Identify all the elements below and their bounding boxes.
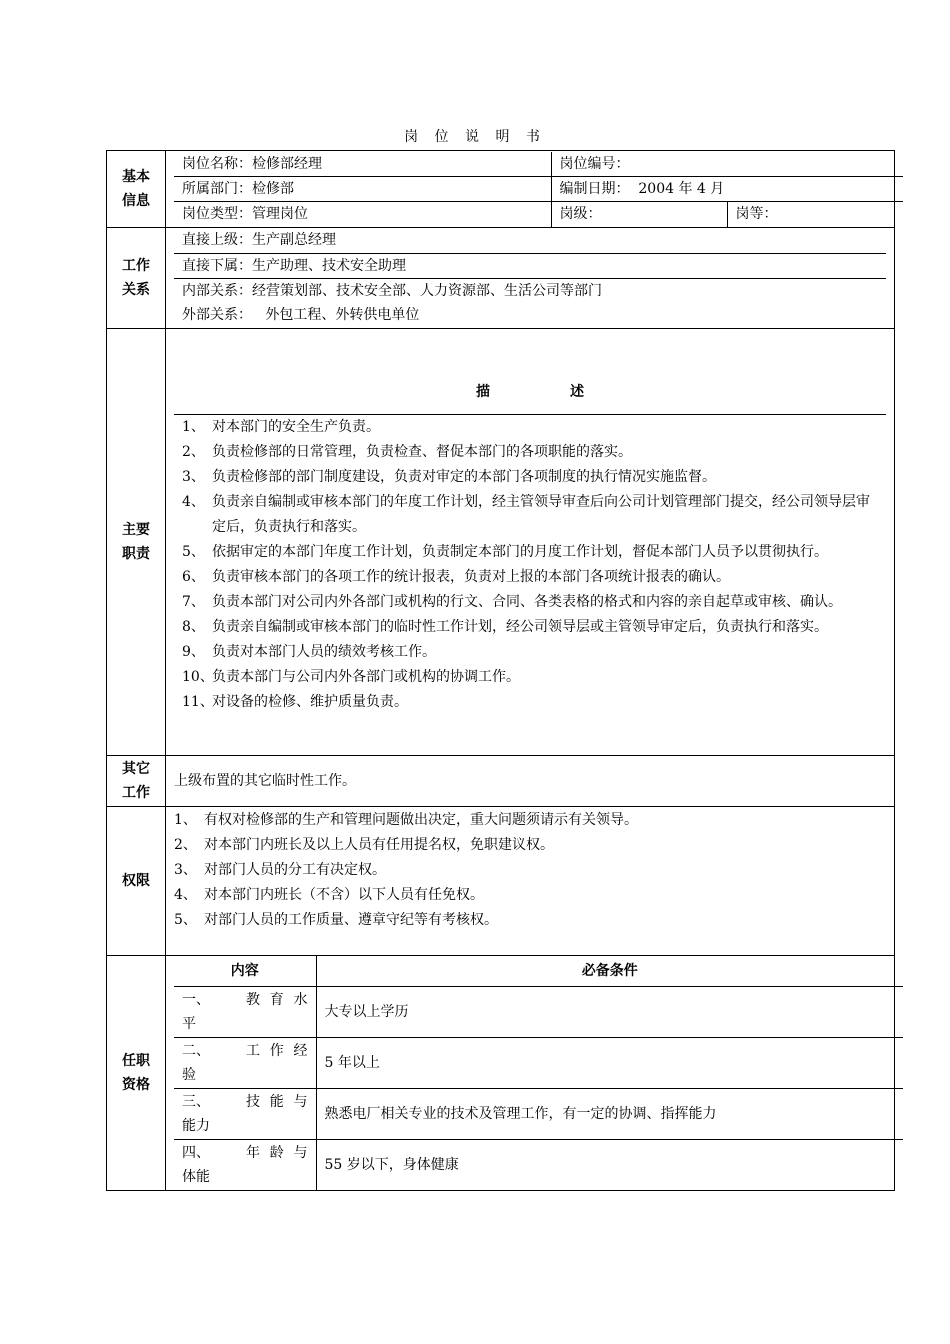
internal-relations: 内部关系：经营策划部、技术安全部、人力资源部、生活公司等部门: [182, 283, 602, 300]
authority-label: 权限: [107, 807, 166, 956]
basic-info-section: [107, 151, 895, 228]
position-level: 岗级：: [551, 202, 727, 227]
list-item: 6、 负责审核本部门的各项工作的统计报表，负责对上报的本部门各项统计报表的确认。: [182, 568, 730, 585]
list-item: 9、 负责对本部门人员的绩效考核工作。: [182, 643, 436, 660]
list-item: 8、 负责亲自编制或审核本部门的临时性工作计划，经公司领导层或主管领导审定后，负责执行和落实。: [182, 618, 828, 635]
list-item: 5、 依据审定的本部门年度工作计划，负责制定本部门的月度工作计划，督促本部门人员予以贯彻执行。: [182, 543, 828, 560]
list-item: 5、 对部门人员的工作质量、遵章守纪等有考核权。: [174, 912, 498, 928]
table-row: 二、 工作经 验 5 年以上: [174, 1038, 903, 1089]
list-item: 2、 对本部门内班长及以上人员有任用提名权，免职建议权。: [174, 837, 554, 853]
direct-subordinate: 直接下属：生产助理、技术安全助理: [174, 253, 886, 278]
duties-table: [174, 370, 886, 715]
position-code: 岗位编号：: [551, 152, 903, 177]
description-header: 描 述: [174, 370, 886, 415]
position-grade: 岗等：: [727, 202, 903, 227]
list-item: 3、 对部门人员的分工有决定权。: [174, 862, 386, 878]
duties-section: [107, 329, 895, 756]
other-work-section: [107, 756, 895, 807]
basic-info-table: [174, 152, 903, 227]
external-relations: 外部关系： 外包工程、外转供电单位: [182, 307, 420, 324]
table-row: 一、 教育水 平 大专以上学历: [174, 987, 903, 1038]
direct-superior: 直接上级：生产副总经理: [174, 228, 886, 253]
list-item: 3、 负责检修部的部门制度建设，负责对审定的本部门各项制度的执行情况实施监督。: [182, 468, 716, 485]
other-work-label: 其它工作: [107, 756, 166, 807]
basic-info-label: 基本信息: [107, 151, 166, 228]
table-row: 四、 年龄与 体能 55 岁以下，身体健康: [174, 1140, 903, 1191]
work-relations-section: [107, 228, 895, 329]
document-title: 岗 位 说 明 书: [404, 129, 546, 145]
table-row: 三、 技能与 能力 熟悉电厂相关专业的技术及管理工作，有一定的协调、指挥能力: [174, 1089, 903, 1140]
list-item: 1、 有权对检修部的生产和管理问题做出决定，重大问题须请示有关领导。: [174, 812, 638, 828]
qualification-label: 任职资格: [107, 956, 166, 1191]
department: 所属部门：检修部: [174, 177, 551, 202]
column-header-requirement: 必备条件: [316, 956, 903, 987]
duties-label: 主要职责: [107, 329, 166, 756]
duties-list: [174, 414, 886, 715]
job-description-table: [106, 150, 895, 1191]
work-relations-table: [174, 228, 886, 328]
authority-list: [166, 807, 895, 956]
compile-date: 编制日期： 2004 年 4 月: [551, 177, 903, 202]
position-name: 岗位名称：检修部经理: [174, 152, 551, 177]
qualification-section: [107, 956, 895, 1191]
list-item: 10、 负责本部门与公司内外各部门或机构的协调工作。: [182, 668, 520, 685]
list-item: 2、 负责检修部的日常管理，负责检查、督促本部门的各项职能的落实。: [182, 443, 632, 460]
list-item: 1、 对本部门的安全生产负责。: [182, 418, 380, 435]
position-type: 岗位类型：管理岗位: [174, 202, 551, 227]
other-work-text: 上级布置的其它临时性工作。: [166, 756, 895, 807]
list-item: 4、 对本部门内班长（不含）以下人员有任免权。: [174, 887, 484, 903]
list-item: 11、 对设备的检修、维护质量负责。: [182, 693, 408, 710]
work-relations-label: 工作关系: [107, 228, 166, 329]
authority-section: [107, 807, 895, 956]
list-item: 7、 负责本部门对公司内外各部门或机构的行文、合同、各类表格的格式和内容的亲自起草或审核、确认。: [182, 593, 842, 610]
list-item: 4、 负责亲自编制或审核本部门的年度工作计划，经主管领导审查后向公司计划管理部门提交，经公司领导层审定后，负责执行和落实。: [182, 493, 870, 535]
qualification-table: [174, 956, 903, 1190]
column-header-content: 内容: [174, 956, 316, 987]
